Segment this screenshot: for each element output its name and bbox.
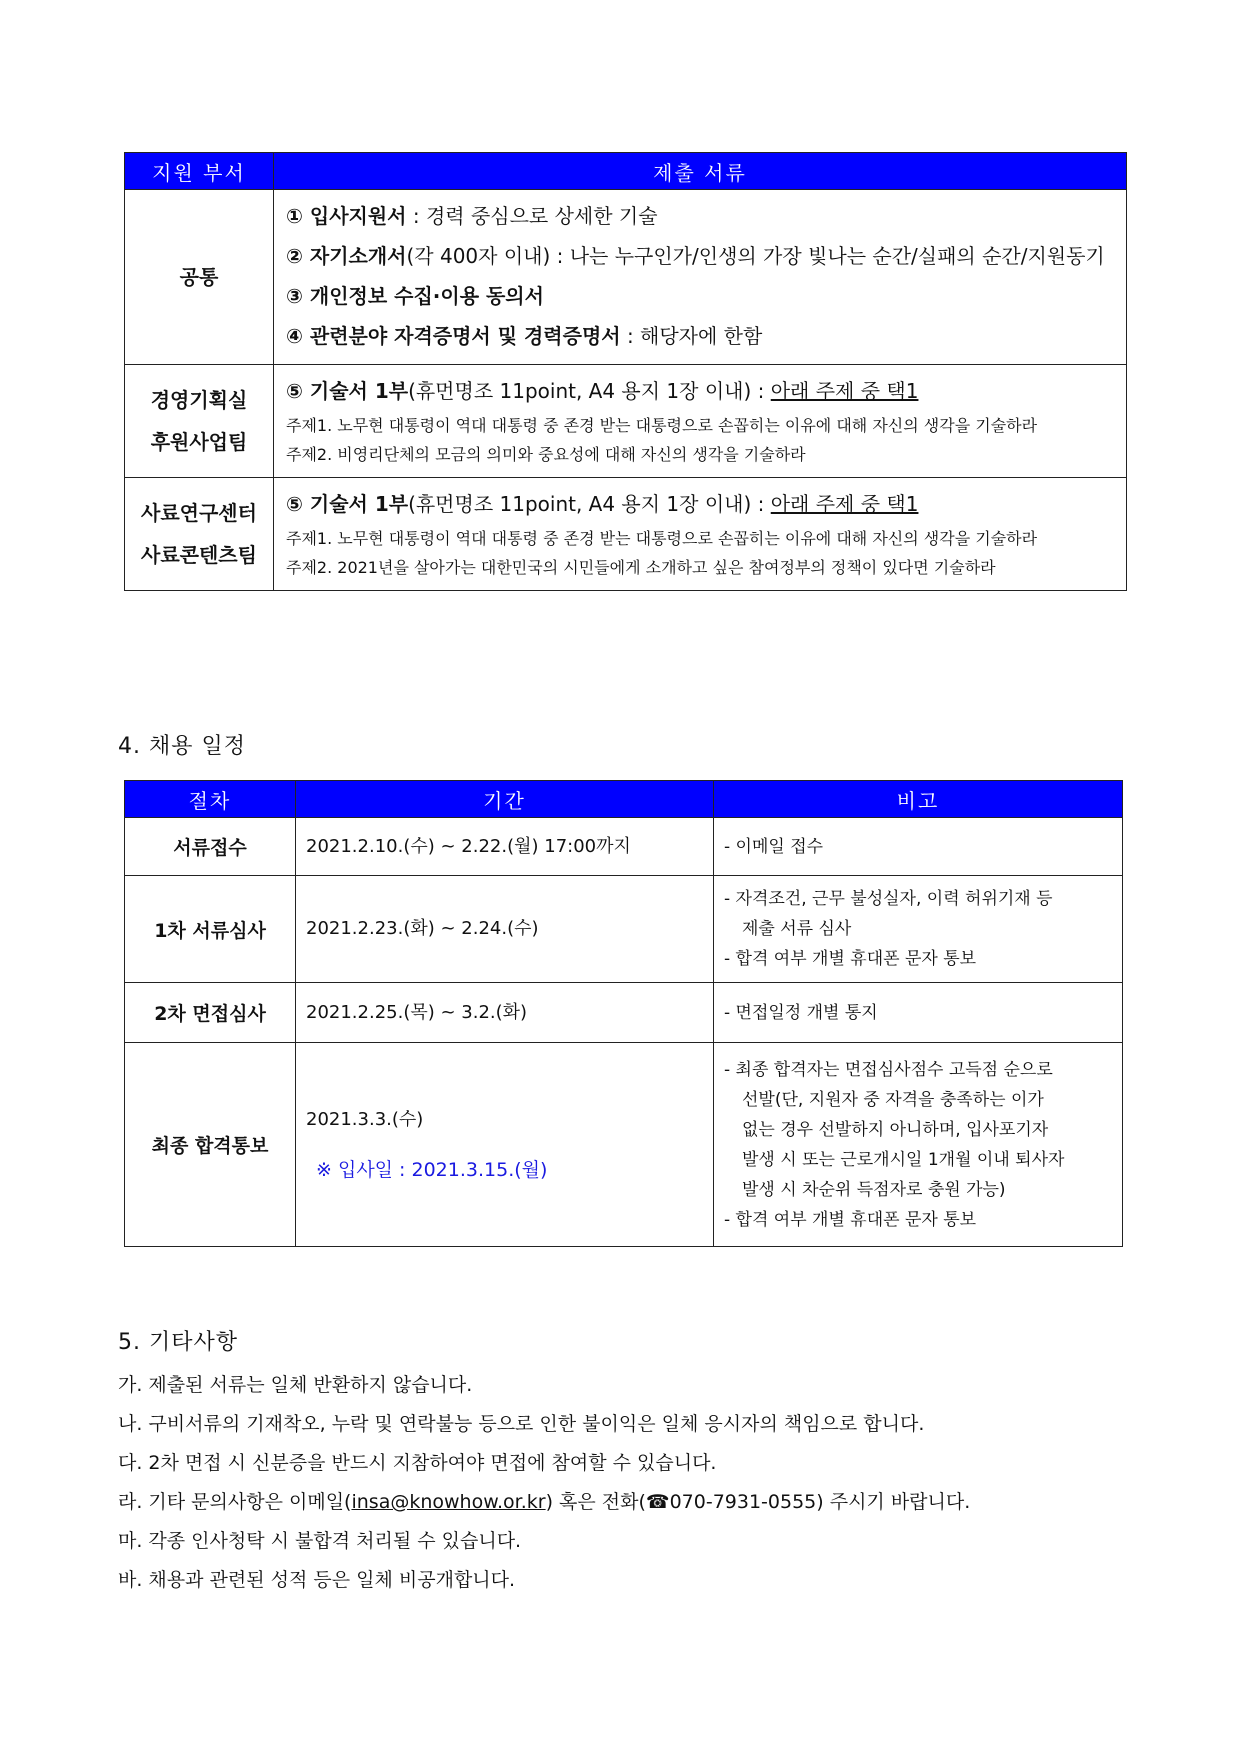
schedule-step: 최종 합격통보 xyxy=(125,1043,296,1247)
header-dept: 지원 부서 xyxy=(125,153,274,190)
contact-email-link[interactable]: insa@knowhow.or.kr xyxy=(351,1491,546,1513)
topic-archive-1: 주제1. 노무현 대통령이 역대 대통령 중 존경 받는 대통령으로 손꼽히는 이유에 대해 자신의 생각을 기술하라 xyxy=(286,529,1038,548)
schedule-step: 서류접수 xyxy=(125,818,296,876)
schedule-step: 1차 서류심사 xyxy=(125,876,296,983)
schedule-row xyxy=(125,876,1123,983)
doc-item-3: ③ 개인정보 수집·이용 동의서 xyxy=(286,284,544,308)
header-step: 절차 xyxy=(125,781,296,818)
misc-item: 가. 제출된 서류는 일체 반환하지 않습니다. xyxy=(118,1374,473,1396)
essay-item-planning: ⑤ 기술서 1부(휴먼명조 11point, A4 용지 1장 이내) : 아래 주제 중 택1 xyxy=(286,379,919,403)
schedule-note: - 자격조건, 근무 불성실자, 이력 허위기재 등 제출 서류 심사 - 합격 여부 개별 휴대폰 문자 통보 xyxy=(714,876,1123,983)
start-date-note: ※ 입사일 : 2021.3.15.(월) xyxy=(316,1158,548,1181)
doc-item-4: ④ 관련분야 자격증명서 및 경력증명서 : 해당자에 한함 xyxy=(286,324,763,348)
schedule-note: - 면접일정 개별 통지 xyxy=(714,983,1123,1043)
docs-common-cell xyxy=(274,190,1127,365)
schedule-step: 2차 면접심사 xyxy=(125,983,296,1043)
docs-planning-cell xyxy=(274,365,1127,478)
schedule-row xyxy=(125,818,1123,876)
schedule-period: 2021.2.10.(수) ~ 2.22.(월) 17:00까지 xyxy=(296,818,714,876)
schedule-period: 2021.2.23.(화) ~ 2.24.(수) xyxy=(296,876,714,983)
docs-archive-cell xyxy=(274,478,1127,591)
topic-planning-2: 주제2. 비영리단체의 모금의 의미와 중요성에 대해 자신의 생각을 기술하라 xyxy=(286,445,806,464)
schedule-period: 2021.2.25.(목) ~ 3.2.(화) xyxy=(296,983,714,1043)
docs-row-common xyxy=(125,190,1127,365)
misc-item: 나. 구비서류의 기재착오, 누락 및 연락불능 등으로 인한 불이익은 일체 응시자의 책임으로 합니다. xyxy=(118,1413,925,1435)
topic-planning-1: 주제1. 노무현 대통령이 역대 대통령 중 존경 받는 대통령으로 손꼽히는 이유에 대해 자신의 생각을 기술하라 xyxy=(286,416,1038,435)
schedule-note: - 최종 합격자는 면접심사점수 고득점 순으로 선발(단, 지원자 중 자격을 충족하는 이가 없는 경우 선발하지 아니하며, 입사포기자 발생 시 또는 근로개시일 1개월 이내 퇴사자 발생 시 차순위 득점자로 충원 가능) - 합격 여부 개별 휴대폰 문자 통보 xyxy=(714,1043,1123,1247)
schedule-period: 2021.3.3.(수) ※ 입사일 : 2021.3.15.(월) xyxy=(296,1043,714,1247)
dept-common: 공통 xyxy=(125,190,274,365)
schedule-note: - 이메일 접수 xyxy=(714,818,1123,876)
topic-archive-2: 주제2. 2021년을 살아가는 대한민국의 시민들에게 소개하고 싶은 참여정부의 정책이 있다면 기술하라 xyxy=(286,558,996,577)
schedule-row xyxy=(125,1043,1123,1247)
dept-archive: 사료연구센터 사료콘텐츠팀 xyxy=(125,478,274,591)
docs-header-row xyxy=(125,153,1127,190)
schedule-header-row xyxy=(125,781,1123,818)
doc-item-2: ② 자기소개서(각 400자 이내) : 나는 누구인가/인생의 가장 빛나는 순간/실패의 순간/지원동기 xyxy=(286,244,1105,268)
header-note: 비고 xyxy=(714,781,1123,818)
misc-item: 다. 2차 면접 시 신분증을 반드시 지참하여야 면접에 참여할 수 있습니다. xyxy=(118,1452,717,1474)
submission-docs-table xyxy=(124,152,1127,591)
docs-row-archive xyxy=(125,478,1127,591)
schedule-row xyxy=(125,983,1123,1043)
essay-item-archive: ⑤ 기술서 1부(휴먼명조 11point, A4 용지 1장 이내) : 아래 주제 중 택1 xyxy=(286,492,919,516)
misc-item: 마. 각종 인사청탁 시 불합격 처리될 수 있습니다. xyxy=(118,1530,522,1552)
dept-planning: 경영기획실 후원사업팀 xyxy=(125,365,274,478)
header-docs: 제출 서류 xyxy=(274,153,1127,190)
section-5-title: 5. 기타사항 xyxy=(118,1330,238,1355)
misc-item: 바. 채용과 관련된 성적 등은 일체 비공개합니다. xyxy=(118,1569,516,1591)
header-period: 기간 xyxy=(296,781,714,818)
misc-item-contact: 라. 기타 문의사항은 이메일(insa@knowhow.or.kr) 혹은 전화(☎070-7931-0555) 주시기 바랍니다. xyxy=(118,1491,971,1513)
schedule-table xyxy=(124,780,1123,1247)
misc-list xyxy=(118,1366,970,1600)
doc-item-1: ① 입사지원서 : 경력 중심으로 상세한 기술 xyxy=(286,204,658,228)
docs-row-planning xyxy=(125,365,1127,478)
section-4-title: 4. 채용 일정 xyxy=(118,734,246,759)
